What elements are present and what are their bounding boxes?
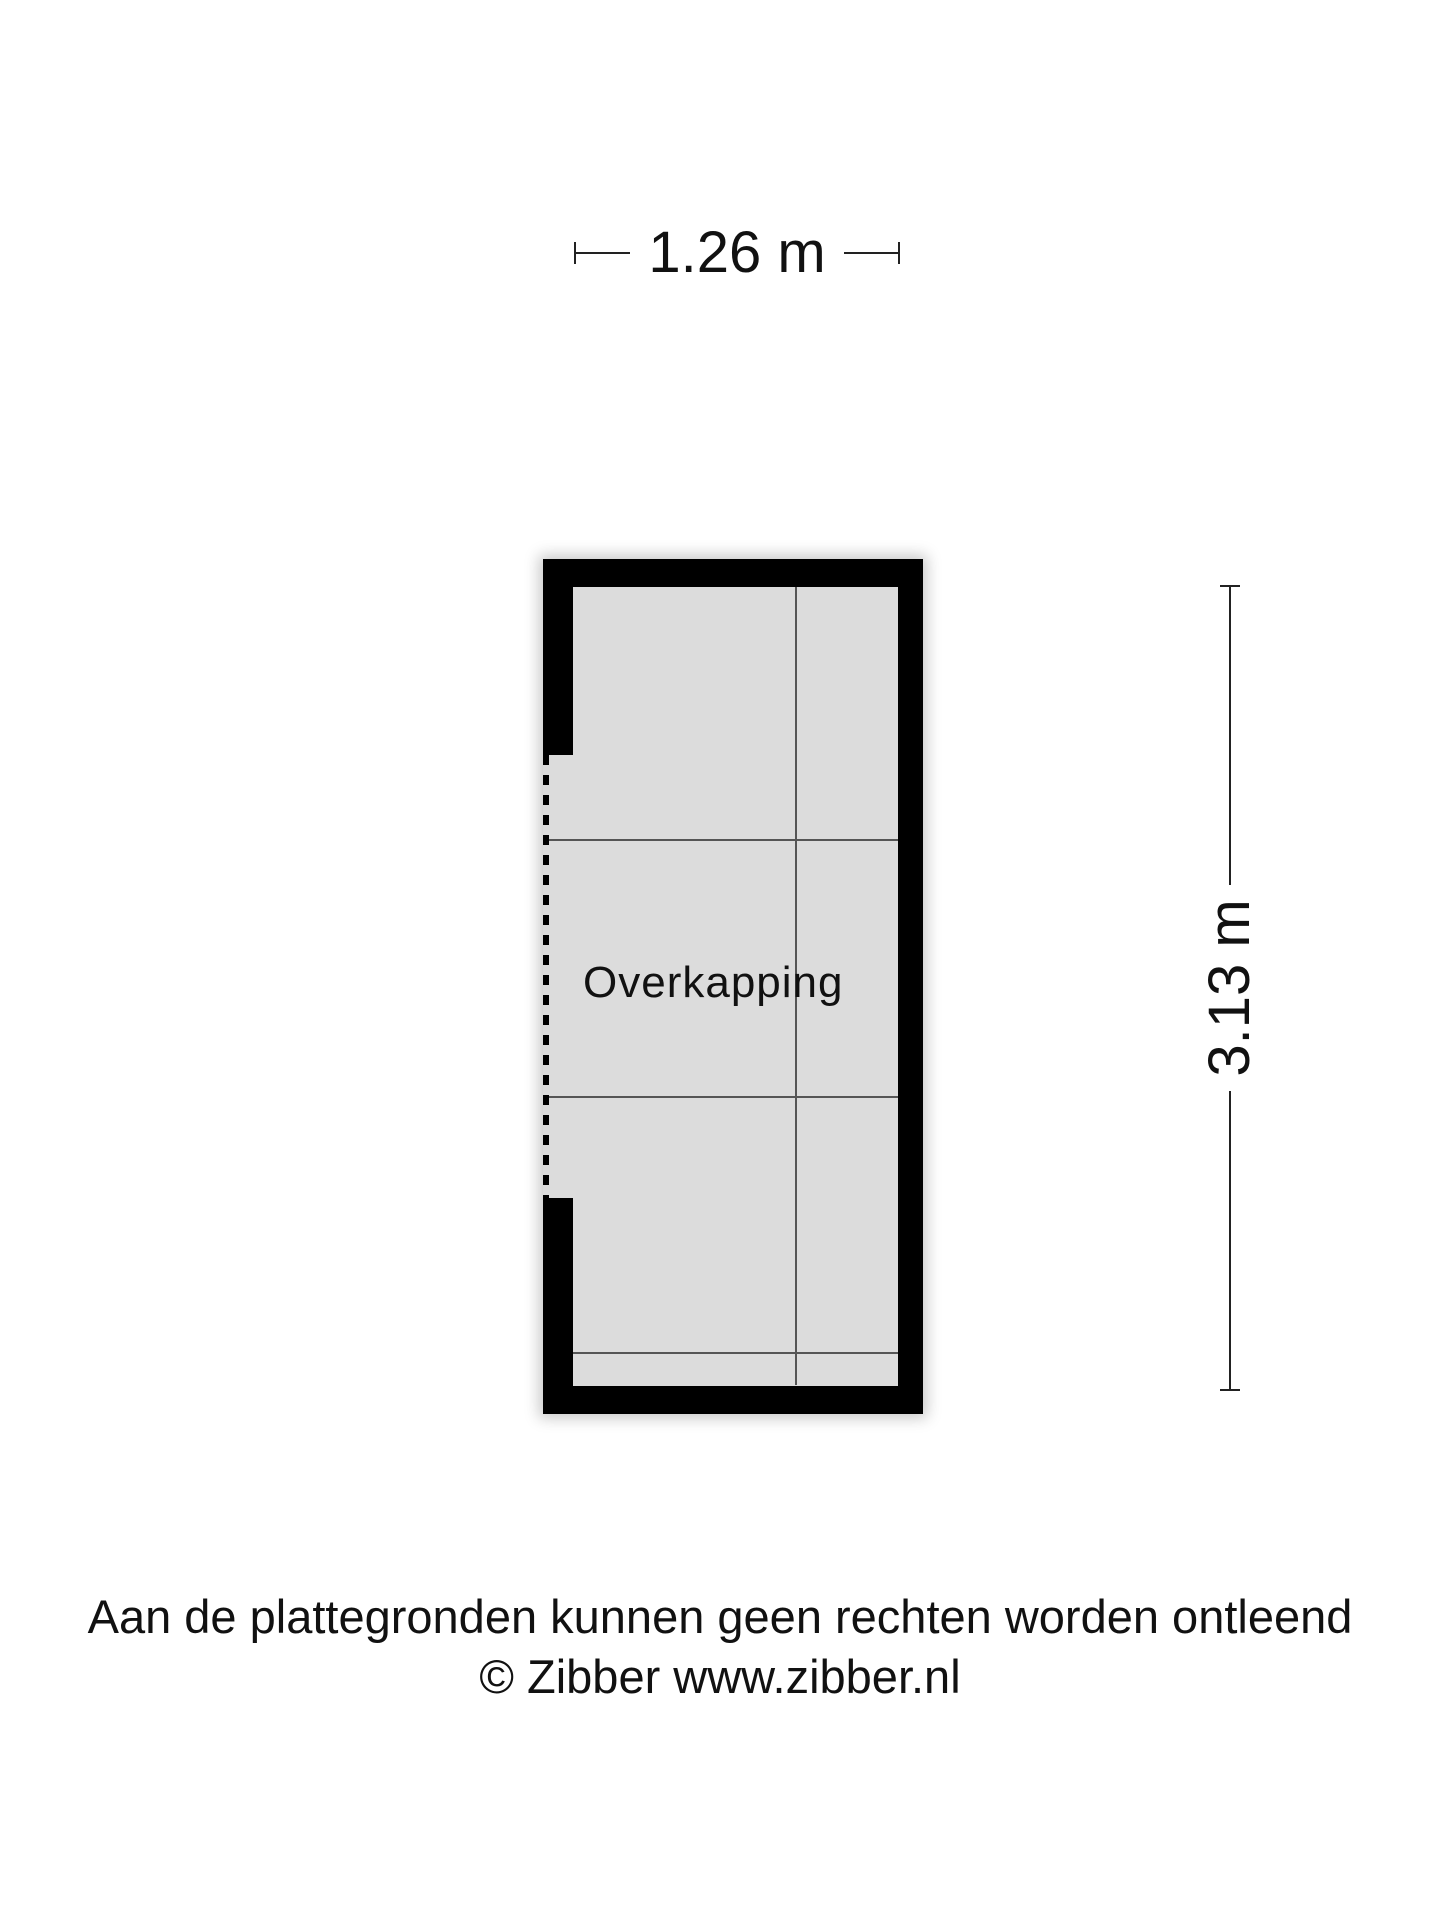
- wall-left-lower: [543, 1198, 573, 1414]
- dimension-tick: [898, 242, 900, 264]
- wall-left-upper: [543, 559, 573, 755]
- grid-line: [543, 1096, 898, 1098]
- width-dimension: [572, 218, 902, 288]
- grid-line: [543, 839, 898, 841]
- copyright-text: © Zibber www.zibber.nl: [479, 1650, 961, 1703]
- wall-bottom: [543, 1386, 923, 1414]
- dimension-line: [1229, 587, 1231, 885]
- dimension-tick: [1220, 1389, 1240, 1391]
- width-label: 1.26 m: [648, 220, 826, 285]
- height-dimension: [1190, 585, 1270, 1391]
- height-label: 3.13 m: [1197, 899, 1262, 1077]
- wall-right: [898, 559, 923, 1414]
- dimension-line: [1229, 1091, 1231, 1389]
- room-label: Overkapping: [583, 958, 844, 1007]
- disclaimer-text: Aan de plattegronden kunnen geen rechten worden ontleend: [87, 1590, 1353, 1643]
- grid-line: [573, 1352, 898, 1354]
- room-overkapping: [543, 559, 923, 1414]
- dimension-line: [576, 252, 630, 254]
- open-side-dashed-line: [543, 755, 549, 1198]
- dimension-line: [844, 252, 898, 254]
- wall-top: [543, 559, 923, 587]
